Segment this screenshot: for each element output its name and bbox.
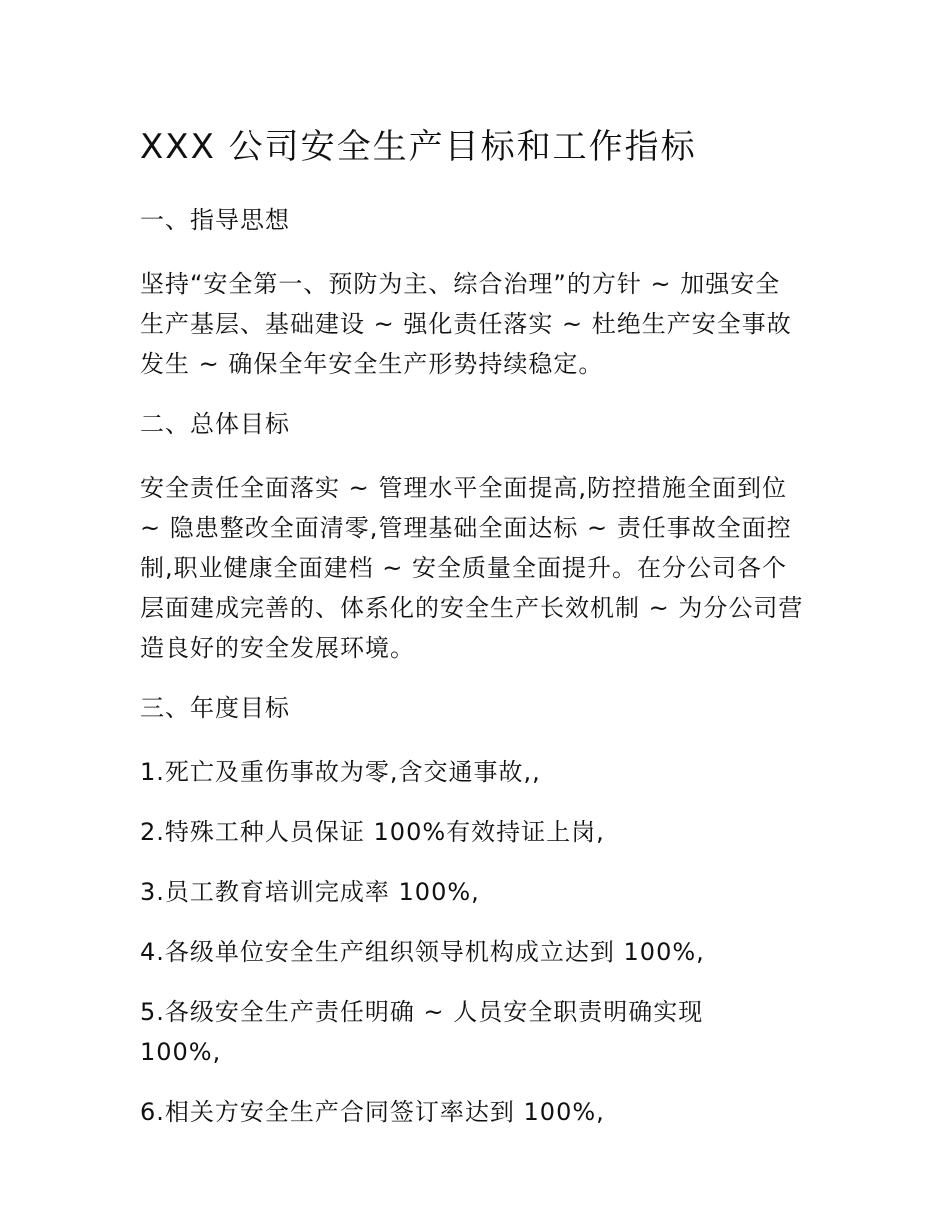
section-paragraph-overall-goals: 安全责任全面落实 ~ 管理水平全面提高,防控措施全面到位 ~ 隐患整改全面清零,管理基础全面达标 ~ 责任事故全面控制,职业健康全面建档 ~ 安全质量全面提升。在分公司各个层面建成完善的、体系化的安全生产长效机制 ~ 为分公司营造良好的安全发展环境。 [140, 474, 804, 662]
list-item: 3.员工教育培训完成率 100%, [140, 878, 480, 906]
document-title: XXX 公司安全生产目标和工作指标 [140, 127, 697, 167]
document-page [140, 122, 805, 1152]
list-item: 4.各级单位安全生产组织领导机构成立达到 100%, [140, 938, 705, 966]
list-item: 6.相关方安全生产合同签订率达到 100%, [140, 1098, 605, 1126]
list-item: 2.特殊工种人员保证 100%有效持证上岗, [140, 818, 605, 846]
section-heading-guiding-ideology: 一、指导思想 [140, 206, 290, 234]
list-item: 5.各级安全生产责任明确 ~ 人员安全职责明确实现 100%, [140, 998, 704, 1066]
section-heading-overall-goals: 二、总体目标 [140, 410, 290, 438]
section-heading-annual-goals: 三、年度目标 [140, 694, 290, 722]
list-item: 1.死亡及重伤事故为零,含交通事故,, [140, 758, 541, 786]
section-paragraph-guiding-ideology: 坚持“安全第一、预防为主、综合治理”的方针 ~ 加强安全生产基层、基础建设 ~ 强化责任落实 ~ 杜绝生产安全事故发生 ~ 确保全年安全生产形势持续稳定。 [140, 270, 792, 378]
